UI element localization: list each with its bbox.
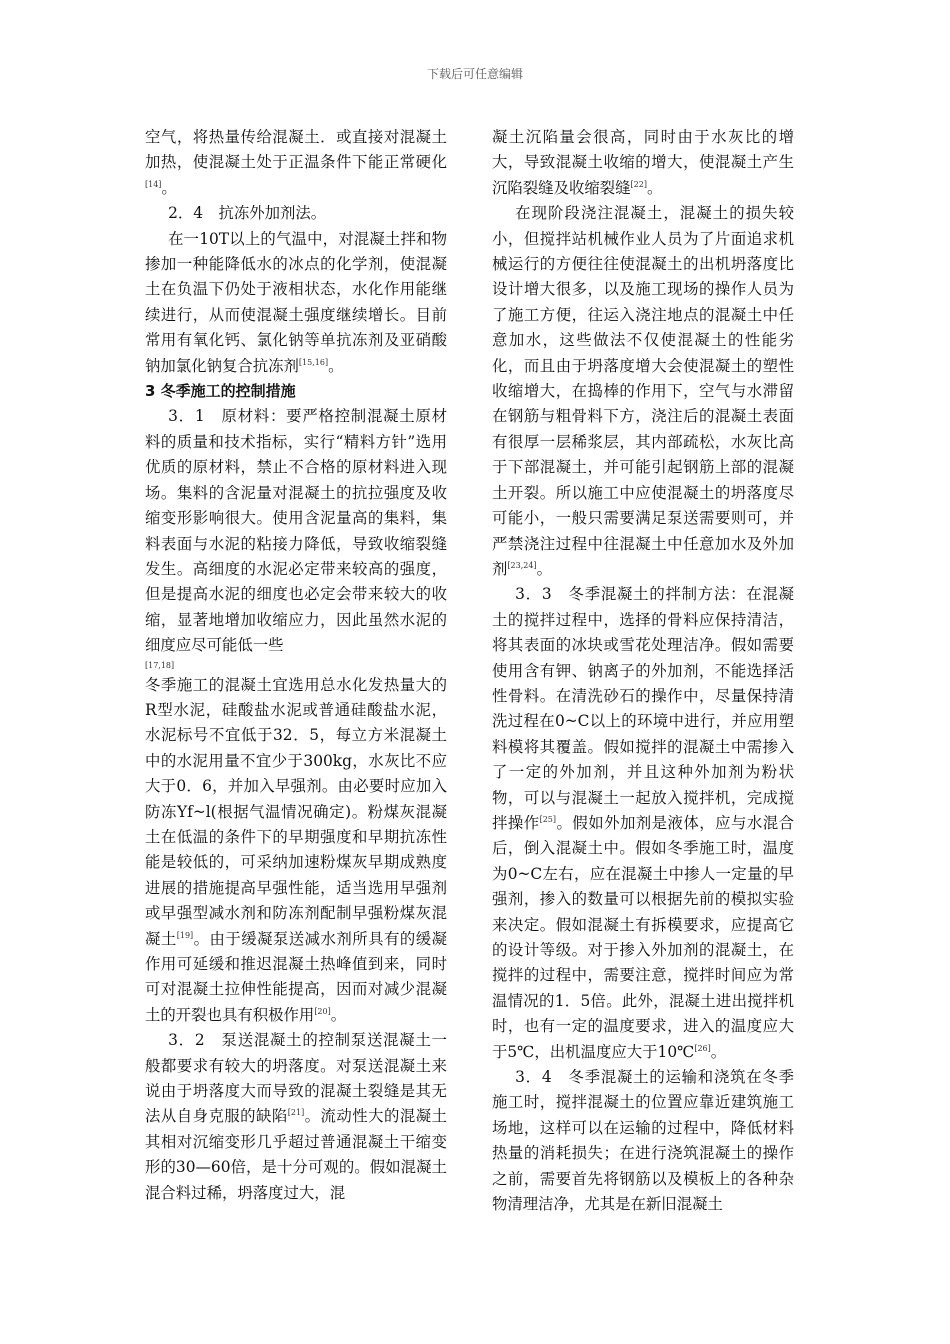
paragraph-text: 。	[710, 1042, 727, 1061]
paragraph	[492, 1065, 794, 1217]
citation-ref: [25]	[539, 814, 557, 824]
paragraph-text: 。	[646, 178, 663, 197]
paragraph-text: 。假如外加剂是液体，应与水混合后，倒入混凝土中。假如冬季施工时，温度为0~C左右，应在混凝土中掺人一定量的早强剂，掺入的数量可以根据先前的模拟实验来决定。假如混凝土有拆模要求，应提高它的设计等级。对于掺入外加剂的混凝土，在搅拌的过程中，需要注意，搅拌时间应为常温情况的1．5倍。此外，混凝土进出搅拌机时，也有一定的温度要求，进入的温度应大于5℃，出机温度应大于10℃	[492, 813, 794, 1061]
right-column	[492, 125, 794, 1217]
paragraph	[492, 582, 794, 1065]
paragraph-text: 。由于缓凝泵送减水剂所具有的缓凝作用可延缓和推迟混凝土热峰值到来，同时可对混凝土拉伸性能提高，因而对减少混凝土的开裂也具有积极作用	[145, 929, 447, 1024]
citation-ref: [15,16]	[298, 357, 329, 367]
paragraph-text: 在现阶段浇注混凝土，混凝土的损失较小，但搅拌站机械作业人员为了片面追求机械运行的方便往往使混凝土的出机坍落度比设计增大很多，以及施工现场的操作人员为了施工方便，往运入浇注地点的混凝土中任意加水，这些做法不仅使混凝土的性能劣化，而且由于坍落度增大会使混凝土的塑性收缩增大，在捣棒的作用下，空气与水滞留在钢筋与粗骨料下方，浇注后的混凝土表面有很厚一层稀浆层，其内部疏松，水灰比高于下部混凝土，并可能引起钢筋上部的混凝土开裂。所以施工中应使混凝土的坍落度尽可能小，一般只需要满足泵送需要则可，并严禁浇注过程中往混凝土中任意加水及外加剂	[492, 204, 794, 578]
paragraph-text: 凝土沉陷量会很高，同时由于水灰比的增大，导致混凝土收缩的增大，使混凝土产生沉陷裂缝及收缩裂缝	[492, 128, 794, 197]
paragraph-text: 在一10T以上的气温中，对混凝土拌和物掺加一种能降低水的冰点的化学剂，使混凝土在负温下仍处于液相状态，水化作用能继续进行，从而使混凝土强度继续增长。目前常用有氧化钙、氯化钠等单抗冻剂及亚硝酸钠加氯化钠复合抗冻剂	[145, 229, 447, 375]
paragraph	[145, 201, 447, 226]
paragraph	[145, 673, 447, 1029]
paragraph-text: 3．2 泵送混凝土的控制泵送混凝土一般都要求有较大的坍落度。对泵送混凝土来说由于坍落度大而导致的混凝土裂缝是其无法从自身克服的缺陷	[145, 1031, 447, 1126]
paragraph-text: 3．3 冬季混凝土的拌制方法：在混凝土的搅拌过程中，选择的骨料应保持清洁，将其表面的冰块或雪花处理洁净。假如需要使用含有钾、钠离子的外加剂，不能选择活性骨料。在清洗砂石的操作中，尽量保持清洗过程在0~C以上的环境中进行，并应用塑料模将其覆盖。假如搅拌的混凝土中需掺入了一定的外加剂，并且这种外加剂为粉状物，可以与混凝土一起放入搅拌机，完成搅拌操作	[492, 585, 794, 832]
citation-ref: [19]	[176, 930, 194, 940]
citation-ref: [21]	[287, 1108, 305, 1118]
paragraph-text: 3．1 原材料：要严格控制混凝土原材料的质量和技术指标，实行“精料方针”选用优质的原材料，禁止不合格的原材料进入现场。集料的含泥量对混凝土的抗拉强度及收缩变形影响很大。使用含泥量高的集料，集料表面与水泥的粘接力降低，导致收缩裂缝发生。高细度的水泥必定带来较高的强度，但是提高水泥的细度也必定会带来较大的收缩，显著地增加收缩应力，因此虽然水泥的细度应尽可能低一些	[145, 407, 447, 655]
paragraph	[145, 227, 447, 379]
paragraph	[492, 201, 794, 582]
paragraph-text: 。	[328, 356, 344, 375]
paragraph-text: 冬季施工的混凝土宜选用总水化发热量大的R型水泥，硅酸盐水泥或普通硅酸盐水泥，水泥标号不宜低于32．5，每立方米混凝土中的水泥用量不宜少于300kg，水灰比不应大于0．6，并加入早强剂。由必要时应加入防冻Yf~l(根据气温情况确定)。粉煤灰混凝土在低温的条件下的早期强度和早期抗冻性能是较低的，可采纳加速粉煤灰早期成熟度进展的措施提高早强性能，适当选用早强剂或早强型减水剂和防冻剂配制早强粉煤灰混凝土	[145, 675, 447, 948]
paragraph	[492, 125, 794, 201]
paragraph-text: 。流动性大的混凝土其相对沉缩变形几乎超过普通混凝土干缩变形的30—60倍，是十分可观的。假如混凝土混合料过稀，坍落度过大，混	[145, 1107, 447, 1202]
citation-ref: [20]	[314, 1006, 331, 1016]
paragraph-text: 。	[161, 178, 177, 197]
citation-line: [17,18]	[145, 660, 175, 670]
paragraph-text: 。	[536, 559, 552, 578]
paragraph-text: 2．4 抗冻外加剂法。	[168, 204, 327, 223]
left-column	[145, 125, 447, 1206]
citation-ref: [26]	[694, 1043, 711, 1053]
page-header: 下载后可任意编辑	[426, 67, 523, 81]
paragraph-text: 3．4 冬季混凝土的运输和浇筑在冬季施工时，搅拌混凝土的位置应靠近建筑施工场地，这样可以在运输的过程中，降低材料热量的消耗损失；在进行浇筑混凝土的操作之前，需要首先将钢筋以及模板上的各种杂物清理洁净，尤其是在新旧混凝土	[492, 1068, 794, 1214]
citation-ref: [22]	[630, 179, 647, 189]
paragraph-text: 。	[330, 1005, 347, 1024]
citation-ref: [23,24]	[507, 560, 537, 570]
paragraph-text: 空气，将热量传给混凝土．或直接对混凝土加热，使混凝土处于正温条件下能正常硬化	[145, 128, 447, 172]
paragraph	[145, 125, 447, 201]
citation-ref: [14]	[145, 179, 162, 189]
paragraph	[145, 1028, 447, 1206]
paragraph	[145, 404, 447, 658]
paragraph-text: 3 冬季施工的控制措施	[145, 382, 296, 401]
section-heading	[145, 379, 447, 404]
